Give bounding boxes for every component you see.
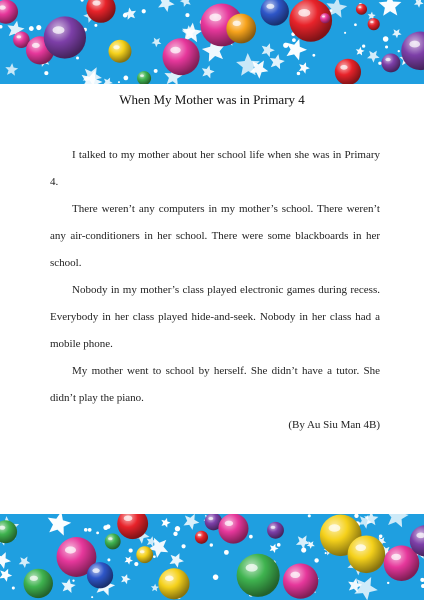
sparkle-dot [213, 574, 219, 580]
sparkle-dot [153, 555, 156, 558]
ball-icon [108, 40, 131, 63]
ball-highlight [340, 65, 347, 70]
ball-highlight [329, 524, 341, 531]
sparkle-dot [103, 525, 108, 530]
sparkle-dot [129, 548, 133, 552]
sparkle-dot [91, 596, 93, 598]
sparkle-dot [88, 528, 92, 532]
ball-highlight [198, 534, 202, 536]
sparkle-dot [185, 13, 189, 17]
sparkle-dot [385, 45, 388, 48]
ball-highlight [409, 41, 420, 48]
sparkle-dot [142, 9, 146, 13]
sparkle-dot [354, 23, 357, 26]
sparkle-dot [134, 562, 138, 566]
sparkle-dot [154, 69, 158, 73]
sparkle-dot [118, 81, 120, 83]
sparkle-dot [314, 558, 318, 562]
ball-highlight [298, 9, 310, 17]
top-decorative-banner [0, 0, 424, 84]
sparkle-dot [84, 528, 88, 532]
sparkle-dot [175, 526, 180, 531]
sparkle-dot [292, 38, 296, 42]
ball-highlight [358, 6, 361, 8]
author-byline: (By Au Siu Man 4B) [288, 419, 380, 431]
ball-icon [136, 546, 153, 563]
sparkle-dot [107, 558, 110, 561]
ball-highlight [170, 47, 180, 54]
sparkle-dot [312, 54, 315, 57]
sparkle-dot [182, 544, 186, 548]
sparkle-dot [249, 535, 253, 539]
ball-icon [356, 4, 367, 15]
sparkle-dot [379, 535, 383, 539]
essay-body [50, 142, 380, 439]
ball-icon [348, 535, 386, 573]
ball-icon [237, 554, 280, 597]
ball-highlight [53, 26, 65, 34]
ball-icon [226, 14, 256, 44]
ball-highlight [391, 554, 401, 560]
sparkle-dot [72, 580, 74, 582]
ball-highlight [17, 35, 22, 38]
sparkle-dot [387, 582, 389, 584]
sparkle-dot [224, 550, 229, 555]
sparkle-dot [308, 514, 311, 517]
ball-highlight [209, 14, 221, 22]
ball-highlight [370, 21, 373, 23]
ball-icon [24, 569, 53, 598]
sparkle-dot [123, 13, 127, 17]
ball-highlight [225, 521, 233, 526]
sparkle-dot [36, 25, 41, 30]
sparkle-dot [123, 76, 128, 81]
sparkle-dot [94, 24, 97, 27]
ball-highlight [385, 58, 390, 61]
ball-icon [163, 38, 200, 75]
ball-highlight [140, 550, 145, 553]
paragraph: Nobody in my mother’s class played electronic games during recess. Everybody in her class played hide-and-seek. Nobody in her class had a mobile phone. [50, 284, 380, 350]
sparkle-dot [12, 587, 15, 590]
sparkle-dot [173, 532, 177, 536]
ball-icon [320, 13, 330, 23]
ball-highlight [355, 544, 366, 551]
ball-highlight [65, 546, 76, 553]
sparkle-dot [44, 71, 48, 75]
paragraph: My mother went to school by herself. She didn’t have a tutor. She didn’t play the piano. [50, 365, 380, 404]
ball-highlight [140, 74, 144, 77]
ball-icon [218, 514, 248, 544]
sparkle-dot [325, 552, 327, 554]
ball-highlight [92, 568, 99, 573]
sparkle-dot [277, 543, 281, 547]
sparkle-dot [283, 43, 288, 48]
sparkle-dot [383, 36, 389, 42]
ball-icon [87, 562, 113, 588]
ball-highlight [271, 526, 276, 529]
sparkle-dot [398, 50, 400, 52]
ball-icon [195, 531, 208, 544]
ball-icon [283, 563, 318, 598]
ball-highlight [322, 16, 325, 18]
ball-icon [335, 59, 361, 84]
sparkle-dot [362, 45, 365, 48]
balls-and-stars-pattern [0, 0, 424, 84]
ball-highlight [290, 572, 300, 578]
ball-highlight [30, 576, 38, 581]
paragraph: There weren’t any computers in my mother’s school. There weren’t any air-conditioners in her school. There were some blackboards in her school. [50, 203, 380, 269]
ball-highlight [124, 515, 133, 521]
ball-highlight [266, 4, 274, 9]
sparkle-dot [29, 26, 34, 31]
ball-icon [105, 534, 121, 550]
balls-and-stars-pattern [0, 514, 424, 600]
ball-icon [44, 16, 86, 58]
ball-icon [267, 522, 284, 539]
sparkle-dot [76, 56, 79, 59]
ball-highlight [108, 537, 112, 540]
page-title: When My Mother was in Primary 4 [119, 92, 305, 107]
bottom-decorative-banner [0, 514, 424, 600]
ball-highlight [113, 45, 119, 49]
sparkle-dot [301, 548, 306, 553]
sparkle-dot [210, 543, 213, 546]
sparkle-dot [297, 72, 300, 75]
ball-highlight [208, 517, 213, 520]
ball-icon [381, 53, 400, 72]
ball-highlight [92, 0, 100, 5]
ball-highlight [233, 21, 241, 26]
ball-icon [368, 18, 380, 30]
sparkle-dot [378, 62, 381, 65]
paragraph: I talked to my mother about her school life when she was in Primary 4. [50, 149, 380, 188]
sparkle-dot [344, 32, 346, 34]
ball-highlight [246, 564, 258, 572]
ball-icon [158, 568, 189, 599]
ball-highlight [32, 43, 40, 48]
ball-highlight [165, 576, 174, 582]
sparkle-dot [96, 531, 99, 534]
